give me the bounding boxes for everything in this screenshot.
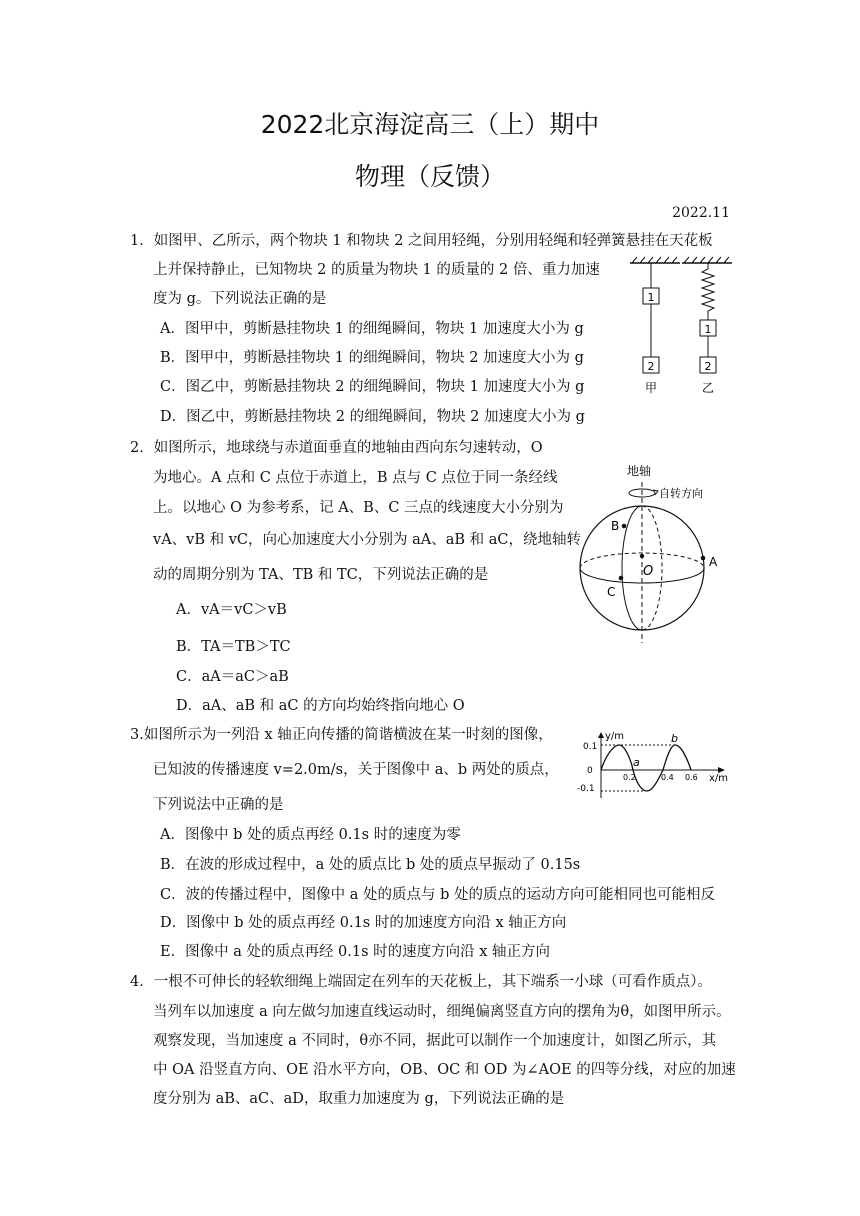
q2-line-1: 2．如图所示，地球绕与赤道面垂直的地轴由西向东匀速转动，O bbox=[130, 440, 543, 456]
q3-wave-graph bbox=[575, 728, 735, 804]
q1-option-c: C．图乙中，剪断悬挂物块 2 的细绳瞬间，物块 1 加速度大小为 g bbox=[160, 379, 585, 395]
point-b bbox=[622, 524, 627, 529]
point-b-label: b bbox=[671, 732, 678, 745]
block-1-yi-label: 1 bbox=[704, 323, 712, 336]
earth-axis-label: 地轴 bbox=[627, 464, 652, 478]
q1-figure bbox=[620, 255, 740, 404]
q2-line-3: 上。以地心 O 为参考系，记 A、B、C 三点的线速度大小分别为 bbox=[153, 500, 564, 516]
q2-option-a: A．vA＝vC＞vB bbox=[176, 602, 287, 618]
y-tick-bottom: -0.1 bbox=[577, 784, 595, 794]
q1-option-b: B．图甲中，剪断悬挂物块 1 的细绳瞬间，物块 2 加速度大小为 g bbox=[160, 350, 584, 366]
point-a-label: a bbox=[633, 756, 640, 769]
x-tick-1: 0.2 bbox=[623, 773, 636, 782]
q1-line-3: 度为 g。下列说法正确的是 bbox=[153, 291, 327, 307]
label-a: A bbox=[709, 555, 718, 569]
q3-option-b: B．在波的形成过程中，a 处的质点比 b 处的质点早振动了 0.15s bbox=[160, 857, 581, 873]
q3-option-c: C．波的传播过程中，图像中 a 处的质点与 b 处的质点的运动方向可能相同也可能相反 bbox=[160, 887, 715, 903]
q2-option-d: D．aA、aB 和 aC 的方向均始终指向地心 O bbox=[176, 698, 465, 714]
label-c: C bbox=[607, 585, 616, 599]
spring bbox=[702, 263, 714, 320]
q1-option-a: A．图甲中，剪断悬挂物块 1 的细绳瞬间，物块 1 加速度大小为 g bbox=[160, 321, 584, 337]
ceiling-yi bbox=[682, 257, 732, 263]
q2-line-4: vA、vB 和 vC，向心加速度大小分别为 aA、aB 和 aC，绕地轴转 bbox=[153, 532, 581, 548]
x-tick-2: 0.4 bbox=[661, 773, 674, 782]
q2-option-b: B．TA＝TB＞TC bbox=[176, 639, 291, 655]
point-c bbox=[619, 576, 624, 581]
q3-line-2: 已知波的传播速度 v=2.0m/s，关于图像中 a、b 两处的质点， bbox=[153, 762, 559, 778]
q4-line-1: 4．一根不可伸长的轻软细绳上端固定在列车的天花板上，其下端系一小球（可看作质点）。 bbox=[130, 974, 712, 990]
q4-line-2: 当列车以加速度 a 向左做匀加速直线运动时，细绳偏离竖直方向的摆角为θ，如图甲所示。 bbox=[153, 1004, 731, 1020]
q3-option-e: E．图像中 a 处的质点再经 0.1s 时的速度方向沿 x 轴正方向 bbox=[160, 944, 551, 960]
q2-line-2: 为地心。A 点和 C 点位于赤道上，B 点与 C 点位于同一条经线 bbox=[153, 470, 558, 486]
q3-option-d: D．图像中 b 处的质点再经 0.1s 时的加速度方向沿 x 轴正方向 bbox=[160, 915, 567, 931]
exam-date: 2022.11 bbox=[672, 205, 730, 221]
y-tick-top: 0.1 bbox=[583, 742, 598, 752]
block-2-yi-label: 2 bbox=[704, 360, 712, 373]
q3-option-a: A．图像中 b 处的质点再经 0.1s 时的速度为零 bbox=[160, 827, 461, 843]
wave-curve bbox=[601, 745, 691, 791]
block-1-jia-label: 1 bbox=[647, 291, 655, 304]
q4-line-5: 度分别为 aB、aC、aD，取重力加速度为 g，下列说法正确的是 bbox=[153, 1091, 565, 1107]
q3-line-1: 3.如图所示为一列沿 x 轴正向传播的简谐横波在某一时刻的图像， bbox=[130, 727, 553, 743]
q2-figure-earth bbox=[575, 458, 725, 662]
q3-line-3: 下列说法中正确的是 bbox=[153, 797, 284, 813]
q4-line-4: 中 OA 沿竖直方向、OE 沿水平方向，OB、OC 和 OD 为∠AOE 的四等分线，对应的加速 bbox=[153, 1062, 736, 1078]
q1-line-1: 1．如图甲、乙所示，两个物块 1 和物块 2 之间用轻绳，分别用轻绳和轻弹簧悬挂在天花板 bbox=[130, 233, 713, 249]
y-axis-label: y/m bbox=[605, 731, 625, 742]
page-title: 2022北京海淀高三（上）期中 bbox=[260, 110, 600, 139]
q1-line-2: 上并保持静止，已知物块 2 的质量为物块 1 的质量的 2 倍、重力加速 bbox=[153, 262, 600, 278]
label-b: B bbox=[611, 519, 620, 533]
x-axis-label: x/m bbox=[709, 773, 729, 784]
point-a bbox=[701, 556, 706, 561]
label-o: O bbox=[643, 564, 654, 579]
page-subtitle: 物理（反馈） bbox=[354, 162, 505, 191]
block-2-jia-label: 2 bbox=[647, 360, 655, 373]
q1-option-d: D．图乙中，剪断悬挂物块 2 的细绳瞬间，物块 2 加速度大小为 g bbox=[160, 409, 585, 425]
rotation-label: 自转方向 bbox=[659, 487, 703, 500]
label-yi: 乙 bbox=[701, 381, 715, 395]
label-jia: 甲 bbox=[644, 381, 658, 395]
q4-line-3: 观察发现，当加速度 a 不同时，θ亦不同，据此可以制作一个加速度计，如图乙所示，其 bbox=[153, 1033, 717, 1049]
x-tick-3: 0.6 bbox=[685, 773, 698, 782]
y-tick-zero: 0 bbox=[587, 766, 593, 776]
ceiling-jia bbox=[630, 257, 680, 263]
q2-option-c: C．aA＝aC＞aB bbox=[176, 669, 289, 685]
q2-line-5: 动的周期分别为 TA、TB 和 TC，下列说法正确的是 bbox=[153, 567, 489, 583]
